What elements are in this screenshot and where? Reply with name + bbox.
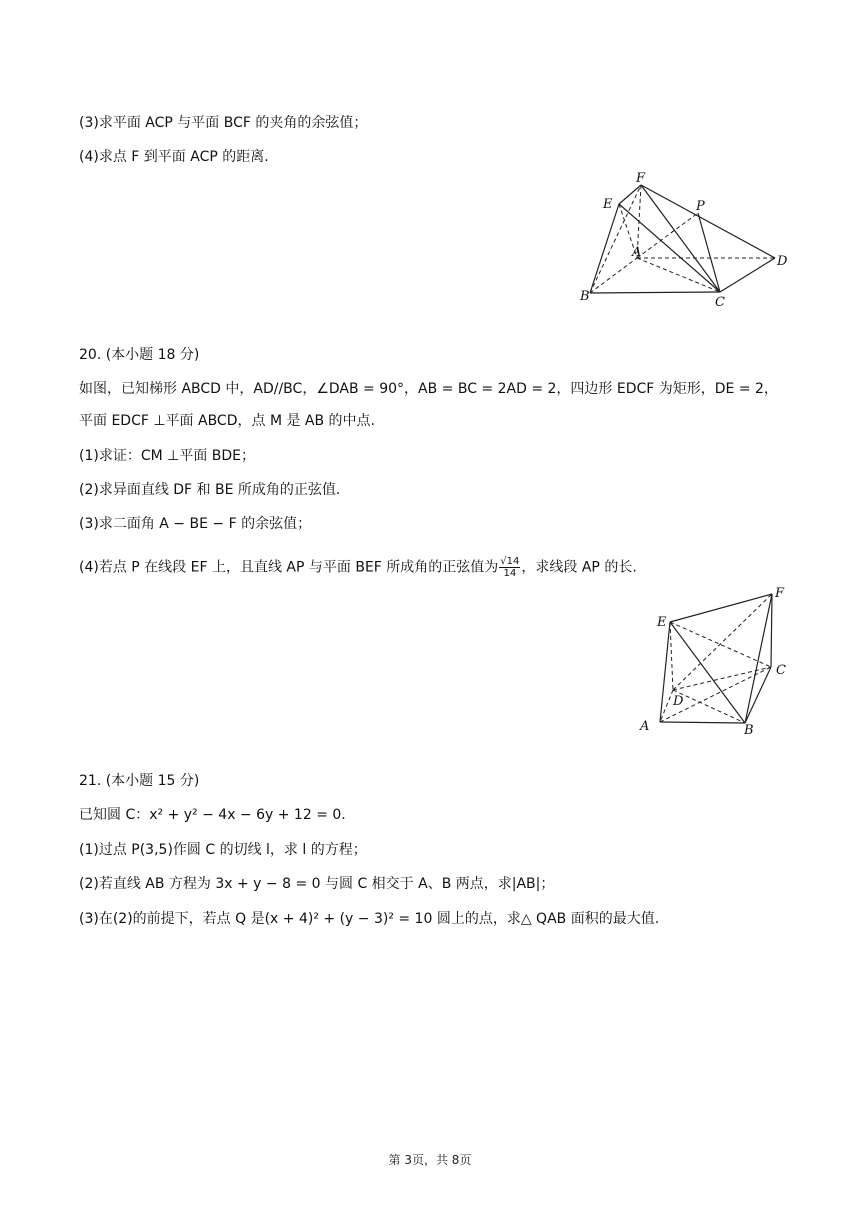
- q21-part3: (3)在(2)的前提下，若点 Q 是(x + 4)² + (y − 3)² = 10 圆上的点，求△ QAB 面积的最大值.: [79, 911, 660, 927]
- q19-part4: (4)求点 F 到平面 ACP 的距离.: [79, 149, 269, 165]
- fig1-label-F: F: [636, 171, 646, 186]
- q20-header: 20. (本小题 18 分): [79, 347, 200, 363]
- q20-part4-post: ，求线段 AP 的长.: [521, 559, 637, 576]
- q20-part4: [79, 556, 637, 579]
- fig1-label-B: B: [580, 289, 590, 304]
- fraction-denominator: 14: [503, 568, 517, 579]
- q21-part2: (2)若直线 AB 方程为 3x + y − 8 = 0 与圆 C 相交于 A、B 两点，求|AB|；: [79, 876, 555, 892]
- q20-stem-line1: 如图，已知梯形 ABCD 中，AD//BC，∠DAB = 90°，AB = BC = 2AD = 2，四边形 EDCF 为矩形，DE = 2，: [79, 381, 778, 397]
- fig1-label-A: A: [632, 245, 642, 260]
- q21-part1: (1)过点 P(3,5)作圆 C 的切线 l，求 l 的方程；: [79, 842, 367, 858]
- q21-stem: 已知圆 C：x² + y² − 4x − 6y + 12 = 0.: [79, 807, 346, 823]
- q20-part4-pre: (4)若点 P 在线段 EF 上，且直线 AP 与平面 BEF 所成角的正弦值为: [79, 559, 499, 576]
- q20-part4-fraction: [499, 556, 520, 579]
- fig1-label-E: E: [603, 197, 613, 212]
- fig1-label-D: D: [777, 254, 788, 269]
- fig2-label-F: F: [775, 586, 785, 601]
- q21-header: 21. (本小题 15 分): [79, 773, 200, 789]
- q20-part2: (2)求异面直线 DF 和 BE 所成角的正弦值.: [79, 482, 341, 498]
- q20-part1: (1)求证：CM ⊥平面 BDE；: [79, 448, 256, 464]
- fig1-label-P: P: [696, 199, 705, 214]
- fraction-numerator: √14: [500, 556, 520, 567]
- fig2-label-E: E: [657, 615, 667, 630]
- q20-figure: [630, 582, 800, 737]
- fig2-label-B: B: [744, 723, 754, 737]
- fig1-label-C: C: [715, 295, 725, 310]
- q20-stem-line2: 平面 EDCF ⊥平面 ABCD，点 M 是 AB 的中点.: [79, 413, 376, 429]
- fig2-label-A: A: [640, 719, 650, 734]
- page-footer: 第 3页，共 8页: [388, 1153, 472, 1167]
- q19-figure: [570, 170, 800, 310]
- fig2-label-C: C: [776, 663, 786, 678]
- q19-part3: (3)求平面 ACP 与平面 BCF 的夹角的余弦值；: [79, 115, 368, 131]
- fig2-label-D: D: [673, 694, 684, 709]
- q20-part3: (3)求二面角 A − BE − F 的余弦值；: [79, 516, 312, 532]
